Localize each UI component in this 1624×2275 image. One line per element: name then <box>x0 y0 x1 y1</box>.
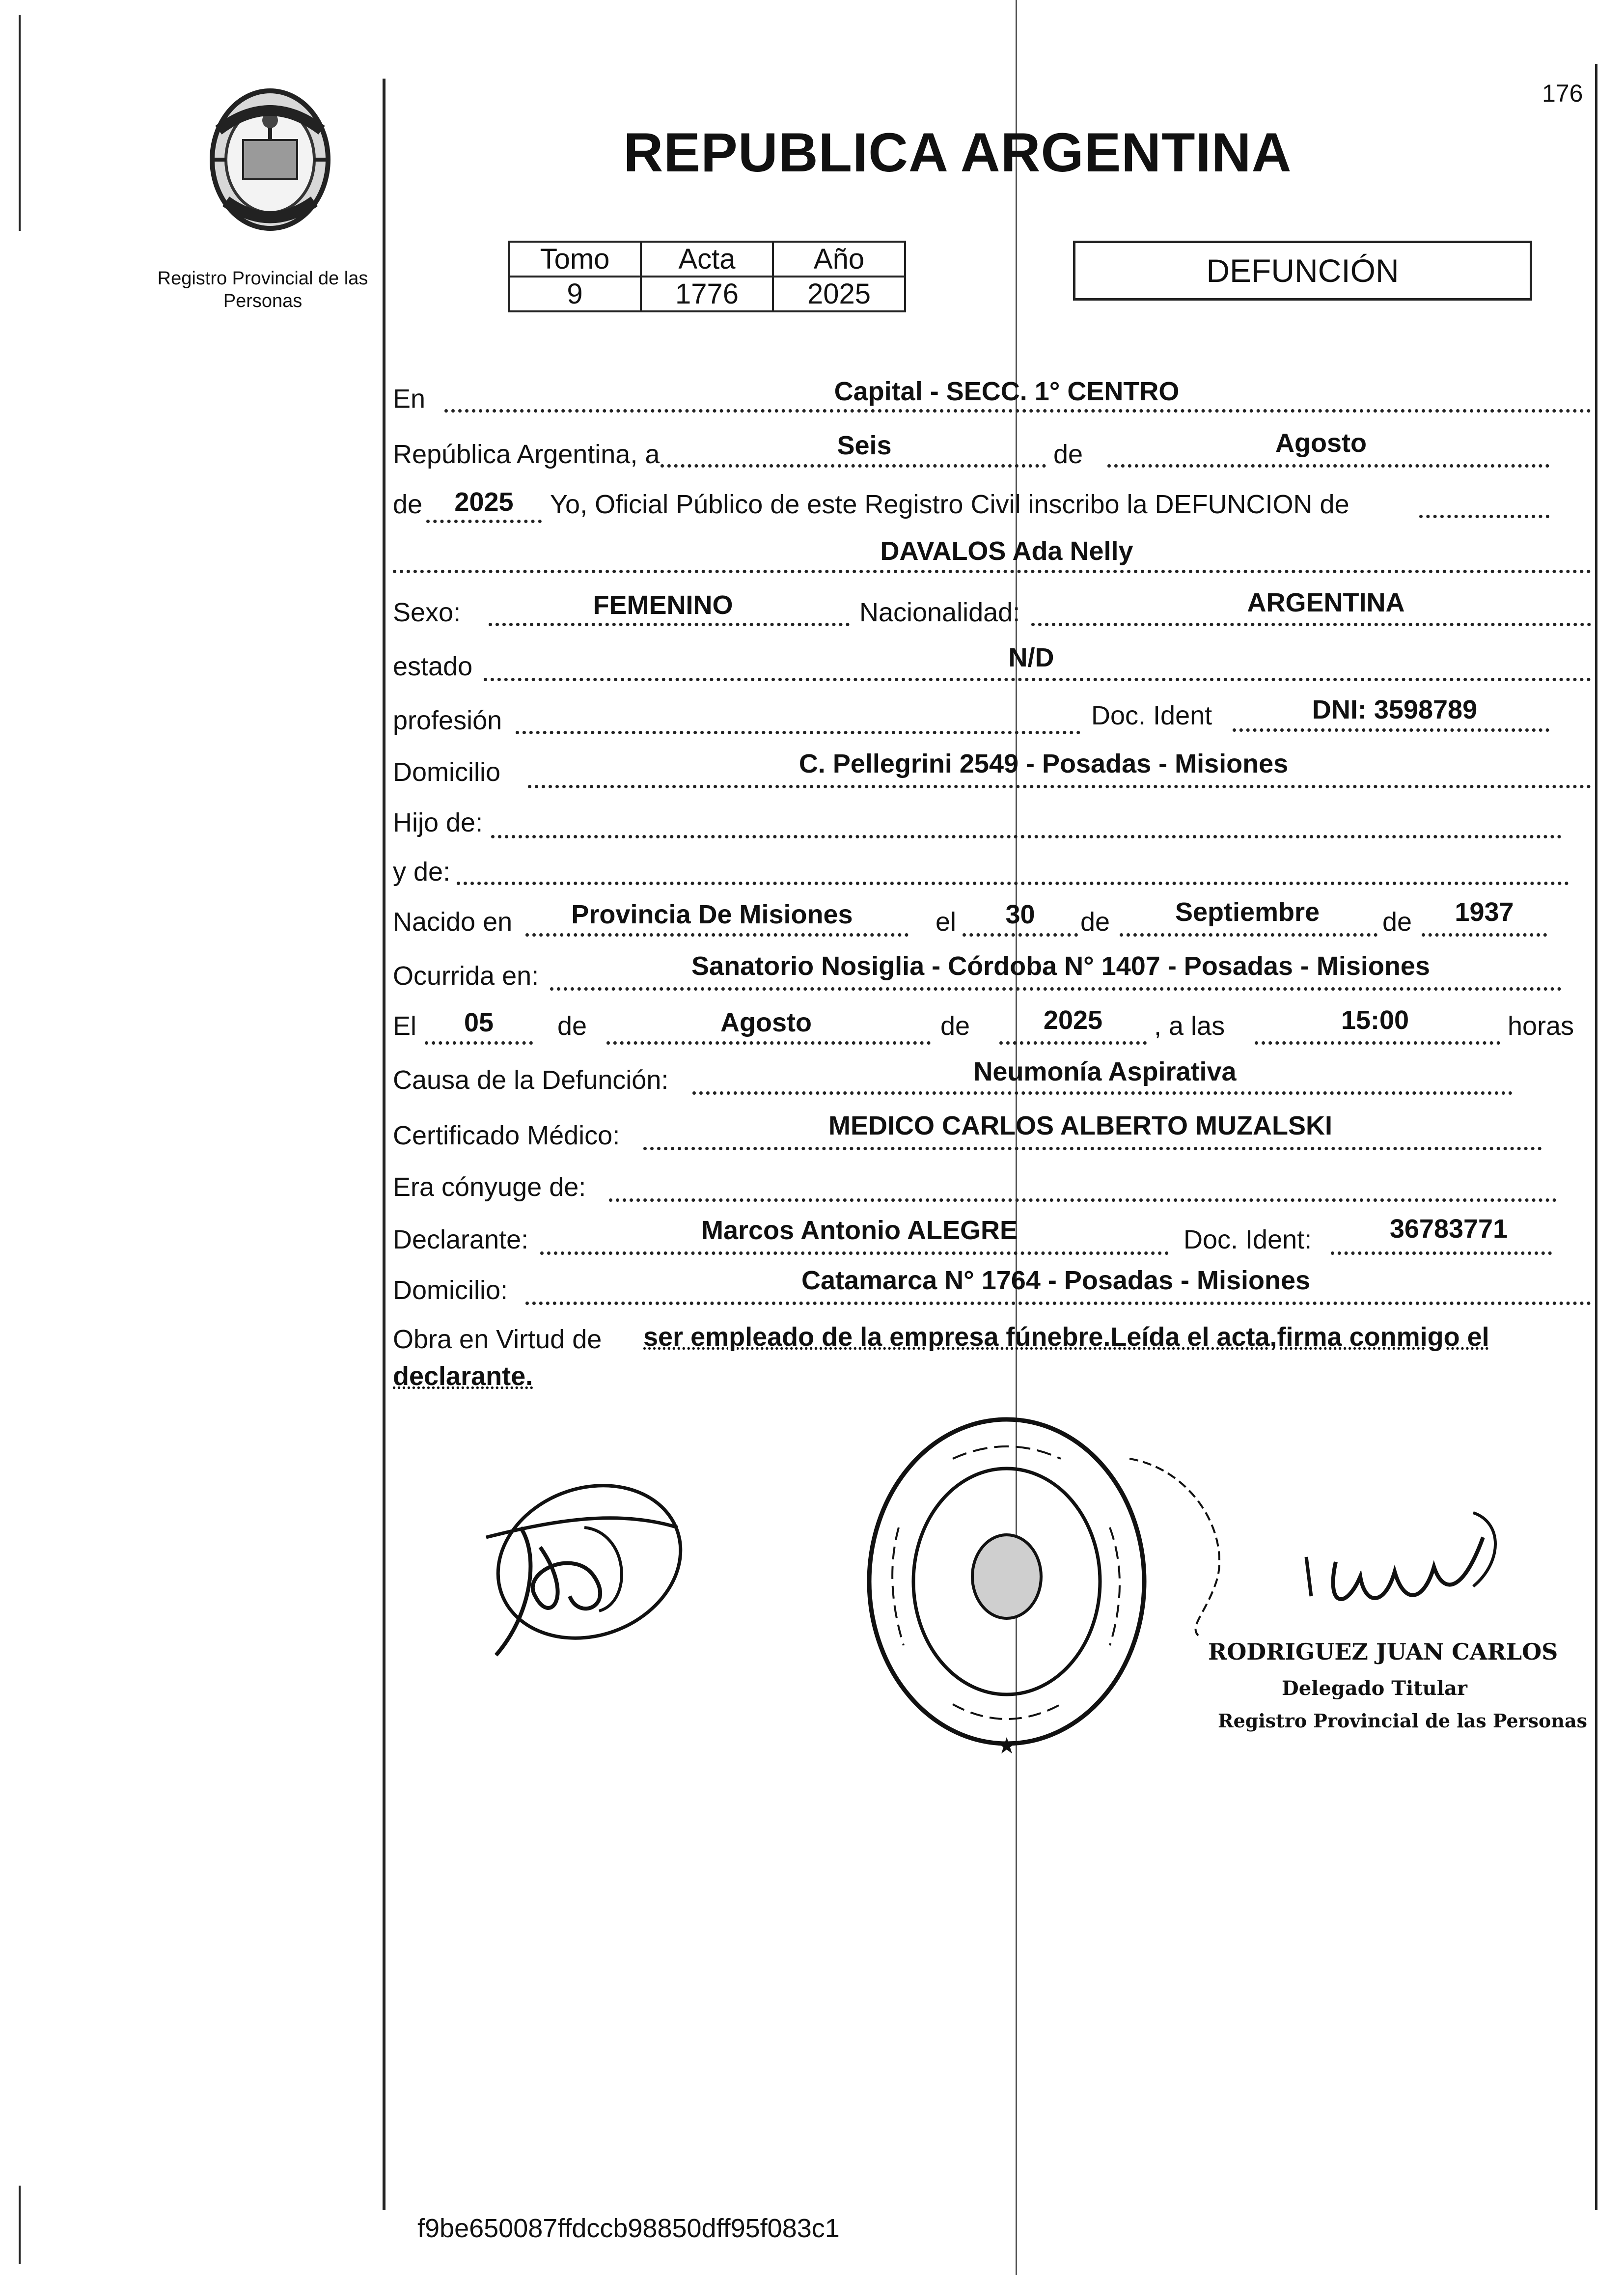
official-role: Delegado Titular <box>1282 1677 1467 1700</box>
nacionalidad-dotted-line <box>1031 623 1591 626</box>
doc-ident-dotted-line <box>1233 728 1549 732</box>
obra-value-line2: declarante. <box>393 1361 533 1391</box>
table-value-acta: 1776 <box>641 277 773 311</box>
birth-day-dotted-line <box>963 933 1078 937</box>
birth-month-dotted-line <box>1120 933 1377 937</box>
death-day-value: 05 <box>464 1008 494 1037</box>
left-border-line-lower <box>19 2186 21 2264</box>
birth-year-dotted-line <box>1422 933 1547 937</box>
birth-year-value: 1937 <box>1455 897 1514 927</box>
certificado-dotted-line <box>643 1147 1542 1150</box>
nacido-en-dotted-line <box>525 933 908 937</box>
republica-label: República Argentina, a <box>393 440 660 469</box>
official-office: Registro Provincial de las Personas <box>1218 1710 1588 1732</box>
day-dotted-line <box>661 464 1046 468</box>
el-cap-label: El <box>393 1011 417 1041</box>
y-de-dotted-line <box>457 882 1569 885</box>
day-value: Seis <box>837 431 892 460</box>
en-label: En <box>393 384 426 414</box>
en-dotted-line <box>444 409 1591 413</box>
obra-label: Obra en Virtud de <box>393 1325 602 1354</box>
declarante-label: Declarante: <box>393 1225 529 1254</box>
profesion-label: profesión <box>393 706 502 735</box>
birth-de-label: de <box>1080 907 1110 937</box>
sexo-dotted-line <box>489 623 850 626</box>
form-left-border <box>383 79 385 2210</box>
ocurrida-dotted-line <box>550 987 1562 991</box>
death-month-dotted-line <box>606 1041 931 1045</box>
death-de2-label: de <box>940 1011 970 1041</box>
nacido-en-value: Provincia De Misiones <box>571 900 853 929</box>
domicilio-dotted-line <box>528 785 1591 788</box>
doc-ident-value: DNI: 3598789 <box>1312 695 1478 724</box>
declarante-doc-label: Doc. Ident: <box>1184 1225 1312 1254</box>
a-las-label: , a las <box>1154 1011 1225 1041</box>
page-title: REPUBLICA ARGENTINA <box>623 122 1292 183</box>
year-value: 2025 <box>454 487 514 517</box>
birth-de2-label: de <box>1382 907 1412 937</box>
official-signature <box>1129 1449 1522 1655</box>
month-dotted-line <box>1107 464 1549 468</box>
declarante-doc-dotted-line <box>1331 1251 1552 1255</box>
el-label: el <box>936 907 957 937</box>
table-header-ano: Año <box>773 242 905 277</box>
conyuge-dotted-line <box>609 1198 1557 1202</box>
registry-caption: Registro Provincial de las Personas <box>157 268 368 311</box>
domicilio-label: Domicilio <box>393 757 501 787</box>
sexo-label: Sexo: <box>393 598 461 627</box>
time-dotted-line <box>1255 1041 1500 1045</box>
certificado-label: Certificado Médico: <box>393 1121 620 1150</box>
doc-ident-label: Doc. Ident <box>1091 701 1212 730</box>
registry-table <box>508 241 906 312</box>
birth-day-value: 30 <box>1005 900 1035 929</box>
name-dotted-line <box>393 570 1591 573</box>
declarant-signature <box>467 1449 702 1694</box>
conyuge-label: Era cónyuge de: <box>393 1172 586 1202</box>
declarante-doc-value: 36783771 <box>1389 1214 1508 1244</box>
causa-label: Causa de la Defunción: <box>393 1065 669 1095</box>
en-value: Capital - SECC. 1° CENTRO <box>834 377 1180 406</box>
month-value: Agosto <box>1275 428 1367 458</box>
year-dotted-line <box>426 520 542 523</box>
hijo-de-label: Hijo de: <box>393 808 483 837</box>
nacido-en-label: Nacido en <box>393 907 513 937</box>
estado-value: N/D <box>1008 643 1054 672</box>
estado-dotted-line <box>484 678 1591 681</box>
y-de-label: y de: <box>393 857 451 887</box>
death-month-value: Agosto <box>720 1008 812 1037</box>
table-value-ano: 2025 <box>773 277 905 311</box>
estado-label: estado <box>393 652 473 681</box>
registry-stamp <box>854 1415 1159 1758</box>
causa-value: Neumonía Aspirativa <box>973 1057 1237 1086</box>
page-number: 176 <box>1542 80 1583 107</box>
document-hash: f9be650087ffdccb98850dff95f083c1 <box>417 2214 840 2243</box>
domicilio2-label: Domicilio: <box>393 1276 508 1305</box>
domicilio-value: C. Pellegrini 2549 - Posadas - Misiones <box>798 749 1289 778</box>
sexo-value: FEMENINO <box>593 590 733 620</box>
table-header-acta: Acta <box>641 242 773 277</box>
birth-month-value: Septiembre <box>1175 897 1320 927</box>
death-year-dotted-line <box>999 1041 1147 1045</box>
death-de-label: de <box>557 1011 587 1041</box>
profesion-dotted-line <box>516 731 1080 734</box>
document-type-box: DEFUNCIÓN <box>1073 241 1532 301</box>
svg-text:★: ★ <box>996 1733 1017 1758</box>
de-year-label: de <box>393 490 423 519</box>
name-start-dotted-line <box>1419 515 1549 518</box>
ocurrida-label: Ocurrida en: <box>393 961 539 991</box>
causa-dotted-line <box>692 1091 1513 1095</box>
domicilio2-dotted-line <box>525 1302 1591 1305</box>
death-year-value: 2025 <box>1043 1005 1103 1035</box>
hijo-de-dotted-line <box>491 835 1562 838</box>
deceased-name: DAVALOS Ada Nelly <box>880 536 1133 566</box>
oficial-text: Yo, Oficial Público de este Registro Civil inscribo la DEFUNCION de <box>550 490 1349 519</box>
time-value: 15:00 <box>1341 1005 1409 1035</box>
table-value-tomo: 9 <box>509 277 641 311</box>
death-day-dotted-line <box>425 1041 533 1045</box>
horas-label: horas <box>1508 1011 1574 1041</box>
certificado-value: MEDICO CARLOS ALBERTO MUZALSKI <box>828 1111 1332 1140</box>
province-seal-icon <box>196 86 344 243</box>
form-right-border <box>1595 64 1597 2210</box>
de-label: de <box>1053 440 1083 469</box>
declarante-value: Marcos Antonio ALEGRE <box>701 1216 1018 1245</box>
nacionalidad-label: Nacionalidad: <box>859 598 1020 627</box>
nacionalidad-value: ARGENTINA <box>1247 588 1405 617</box>
left-border-line <box>19 15 21 231</box>
obra-value-line1: ser empleado de la empresa fúnebre.Leída el acta,firma conmigo el <box>643 1322 1489 1352</box>
ocurrida-value: Sanatorio Nosiglia - Córdoba N° 1407 - Posadas - Misiones <box>691 951 1430 981</box>
declarante-dotted-line <box>540 1251 1169 1255</box>
table-header-tomo: Tomo <box>509 242 641 277</box>
official-name: RODRIGUEZ JUAN CARLOS <box>1208 1638 1558 1665</box>
domicilio2-value: Catamarca N° 1764 - Posadas - Misiones <box>801 1266 1311 1295</box>
